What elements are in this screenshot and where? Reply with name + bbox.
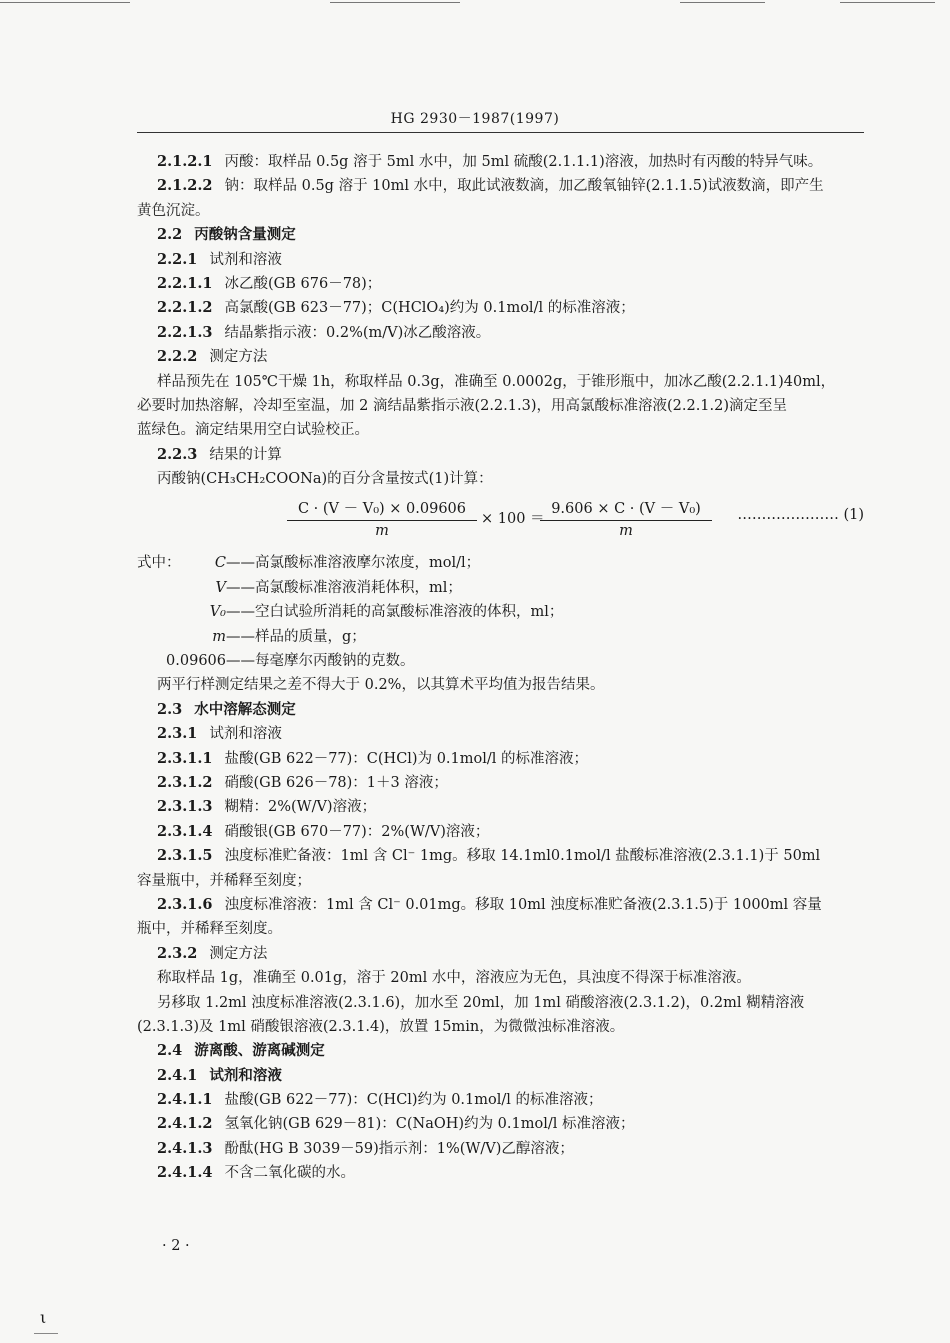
definition-description: ——样品的质量，g； (226, 628, 366, 645)
definition-symbol: V (215, 579, 226, 596)
clause-2-4-1 (137, 1064, 864, 1088)
clause-text: 容量瓶中，并稀释至刻度； (137, 872, 311, 889)
fraction-left-denominator: m (375, 523, 389, 540)
paragraph-line (137, 418, 864, 442)
margin-mark: ι (40, 1308, 47, 1327)
clause-number: 2.1.2.1 (157, 153, 213, 170)
clause-2-3-1-1 (137, 747, 864, 771)
definition-description: ——空白试验所消耗的高氯酸标准溶液的体积，ml； (226, 604, 564, 621)
clause-text: 丙酸：取样品 0.5g 溶于 5ml 水中，加 5ml 硫酸(2.1.1.1)溶液，加热时有丙酸的特异气味。 (224, 154, 823, 170)
clause-text: (2.3.1.3)及 1ml 硝酸银溶液(2.3.1.4)，放置 15min，为微微浊标准溶液。 (137, 1018, 625, 1035)
clause-number: 2.2.1.2 (157, 299, 213, 317)
clause-text: 结果的计算 (209, 446, 282, 463)
definition-symbol: C (214, 555, 226, 572)
definition-row (0, 625, 864, 649)
clause-number: 2.3.1 (157, 725, 198, 743)
clause-2-3-1-2 (137, 771, 864, 795)
formula-times: × 100 ＝ (481, 511, 545, 528)
clause-text: 样品预先在 105℃干燥 1h，称取样品 0.3g，准确至 0.0002g，于锥形瓶中，加冰乙酸(2.2.1.1)40ml， (157, 373, 836, 390)
clause-2-3-2 (137, 942, 864, 966)
definition-row (0, 600, 864, 624)
formula-definitions (0, 551, 864, 673)
clause-text: 试剂和溶液 (209, 726, 282, 743)
header-rule (137, 132, 864, 133)
clause-number: 2.3.1.5 (157, 847, 213, 865)
clause-number: 2.4.1.3 (157, 1139, 213, 1157)
clause-text: 游离酸、游离碱测定 (194, 1042, 325, 1060)
clause-2-3-1-4 (137, 820, 864, 844)
clause-2-3-1 (137, 722, 864, 746)
document-body (137, 150, 864, 1186)
clause-2-2-1-1 (137, 272, 864, 296)
clause-text: 盐酸(GB 622－77)：C(HCl)约为 0.1mol/l 的标准溶液； (224, 1092, 603, 1109)
definition-row (0, 576, 864, 600)
clause-number: 2.4.1.2 (157, 1115, 213, 1133)
clause-text: 试剂和溶液 (209, 251, 282, 268)
clause-text: 盐酸(GB 622－77)：C(HCl)为 0.1mol/l 的标准溶液； (224, 750, 589, 767)
clause-text: 钠：取样品 0.5g 溶于 10ml 水中，取此试液数滴，加乙酸氧铀锌(2.1.1.5)试液数滴，即产生 (224, 178, 824, 195)
clause-2-2-1-3 (137, 321, 864, 345)
equation-number: ………………… (1) (737, 507, 864, 524)
clause-number: 2.3.1.4 (157, 822, 213, 840)
clause-text: 冰乙酸(GB 676－78)； (224, 275, 382, 292)
clause-text: 氢氧化钠(GB 629－81)：C(NaOH)约为 0.1mol/l 标准溶液； (224, 1116, 635, 1133)
clause-text: 丙酸钠含量测定 (194, 226, 296, 244)
fraction-left-numerator: C · (V － V₀) × 0.09606 (287, 497, 477, 521)
fraction-right (540, 497, 712, 539)
document-header: HG 2930－1987(1997) (390, 111, 560, 127)
clause-number: 2.2 (157, 226, 183, 244)
clause-2-1-2-2 (137, 174, 864, 198)
clause-number: 2.4.1 (157, 1066, 198, 1084)
clause-text: 浊度标准溶液：1ml 含 Cl⁻ 0.01mg。移取 10ml 浊度标准贮备液(2.3.1.5)于 1000ml 容量 (224, 896, 822, 913)
clause-text: 浊度标准贮备液：1ml 含 Cl⁻ 1mg。移取 14.1ml0.1mol/l 盐酸标准溶液(2.3.1.1)于 50ml (224, 848, 821, 865)
fraction-left (287, 497, 477, 539)
clause-number: 2.4 (157, 1042, 183, 1060)
clause-text: 硝酸银(GB 670－77)：2%(W/V)溶液； (224, 823, 490, 840)
clause-2-3-1-6 (137, 893, 864, 917)
clause-2-2-2 (137, 345, 864, 369)
clause-number: 2.2.3 (157, 445, 198, 463)
clause-number: 2.3.1.1 (157, 749, 213, 767)
clause-text: 测定方法 (209, 945, 268, 962)
paragraph-line (137, 917, 864, 941)
clause-number: 2.2.2 (157, 348, 198, 366)
clause-text: 另移取 1.2ml 浊度标准溶液(2.3.1.6)，加水至 20ml，加 1ml 硝酸溶液(2.3.1.2)，0.2ml 糊精溶液 (157, 994, 805, 1011)
definition-description: ——高氯酸标准溶液摩尔浓度，mol/l； (226, 555, 481, 572)
paragraph-line (137, 199, 864, 223)
clause-2-4 (137, 1039, 864, 1063)
clause-text: 必要时加热溶解，冷却至室温，加 2 滴结晶紫指示液(2.2.1.3)，用高氯酸标准溶液(2.2.1.2)滴定至呈 (137, 397, 788, 414)
body-section-bottom (137, 673, 864, 1185)
clause-number: 2.2.1.1 (157, 274, 213, 292)
clause-text: 两平行样测定结果之差不得大于 0.2%，以其算术平均值为报告结果。 (157, 677, 605, 694)
clause-2-3 (137, 698, 864, 722)
clause-text: 蓝绿色。滴定结果用空白试验校正。 (137, 422, 369, 439)
clause-2-4-1-4 (137, 1161, 864, 1185)
margin-line (34, 1333, 58, 1334)
clause-2-3-1-3 (137, 795, 864, 819)
clause-2-2-1 (137, 248, 864, 272)
definition-symbol: V₀ (209, 604, 226, 621)
fraction-right-numerator: 9.606 × C · (V － V₀) (540, 497, 712, 521)
clause-text: 测定方法 (209, 349, 268, 366)
clause-2-4-1-1 (137, 1088, 864, 1112)
clause-text: 高氯酸(GB 623－77)；C(HClO₄)约为 0.1mol/l 的标准溶液； (224, 300, 635, 317)
clause-number: 2.2.1 (157, 250, 198, 268)
clause-text: 酚酞(HG B 3039－59)指示剂：1%(W/V)乙醇溶液； (224, 1140, 574, 1157)
paragraph-line (137, 370, 864, 394)
formula-1 (137, 491, 864, 551)
paragraph-line (137, 869, 864, 893)
clause-number: 2.4.1.1 (157, 1091, 213, 1109)
clause-text: 试剂和溶液 (209, 1066, 282, 1084)
clause-text: 不含二氧化碳的水。 (224, 1165, 356, 1182)
scan-edge (0, 0, 950, 6)
clause-text: 称取样品 1g，准确至 0.01g，溶于 20ml 水中，溶液应为无色，具浊度不得深于标准溶液。 (157, 970, 751, 987)
clause-text: 糊精：2%(W/V)溶液； (224, 799, 377, 816)
clause-2-2-1-2 (137, 296, 864, 320)
definition-row (0, 551, 864, 575)
paragraph-line (137, 394, 864, 418)
definition-symbol: 0.09606 (166, 653, 226, 670)
clause-text: 硝酸(GB 626－78)：1＋3 溶液； (224, 774, 448, 791)
clause-number: 2.3 (157, 700, 183, 718)
paragraph-line (137, 467, 864, 491)
definition-symbol: m (212, 628, 226, 645)
clause-2-4-1-3 (137, 1137, 864, 1161)
clause-text: 丙酸钠(CH₃CH₂COONa)的百分含量按式(1)计算： (157, 471, 493, 488)
clause-text: 瓶中，并稀释至刻度。 (137, 921, 282, 938)
clause-2-3-1-5 (137, 844, 864, 868)
body-section-top (137, 150, 864, 491)
clause-2-4-1-2 (137, 1112, 864, 1136)
clause-number: 2.3.1.2 (157, 773, 213, 791)
clause-2-1-2-1 (137, 150, 864, 174)
paragraph-line (137, 991, 864, 1015)
fraction-right-denominator: m (619, 523, 633, 540)
clause-text: 黄色沉淀。 (137, 202, 210, 219)
page-number: · 2 · (162, 1238, 190, 1254)
clause-number: 2.4.1.4 (157, 1164, 213, 1182)
definition-prefix: 式中： (137, 555, 181, 572)
clause-number: 2.1.2.2 (157, 177, 213, 195)
clause-number: 2.2.1.3 (157, 323, 213, 341)
clause-2-2-3 (137, 443, 864, 467)
paragraph-line (137, 966, 864, 990)
clause-number: 2.3.1.3 (157, 798, 213, 816)
definition-description: ——高氯酸标准溶液消耗体积，ml； (226, 579, 462, 596)
clause-text: 水中溶解态测定 (194, 700, 296, 718)
clause-2-2 (137, 223, 864, 247)
definition-row (0, 649, 864, 673)
paragraph-line (137, 1015, 864, 1039)
clause-number: 2.3.1.6 (157, 895, 213, 913)
paragraph-line (137, 673, 864, 697)
definition-description: ——每毫摩尔丙酸钠的克数。 (226, 653, 415, 670)
clause-number: 2.3.2 (157, 944, 198, 962)
clause-text: 结晶紫指示液：0.2%(m/V)冰乙酸溶液。 (224, 324, 491, 341)
